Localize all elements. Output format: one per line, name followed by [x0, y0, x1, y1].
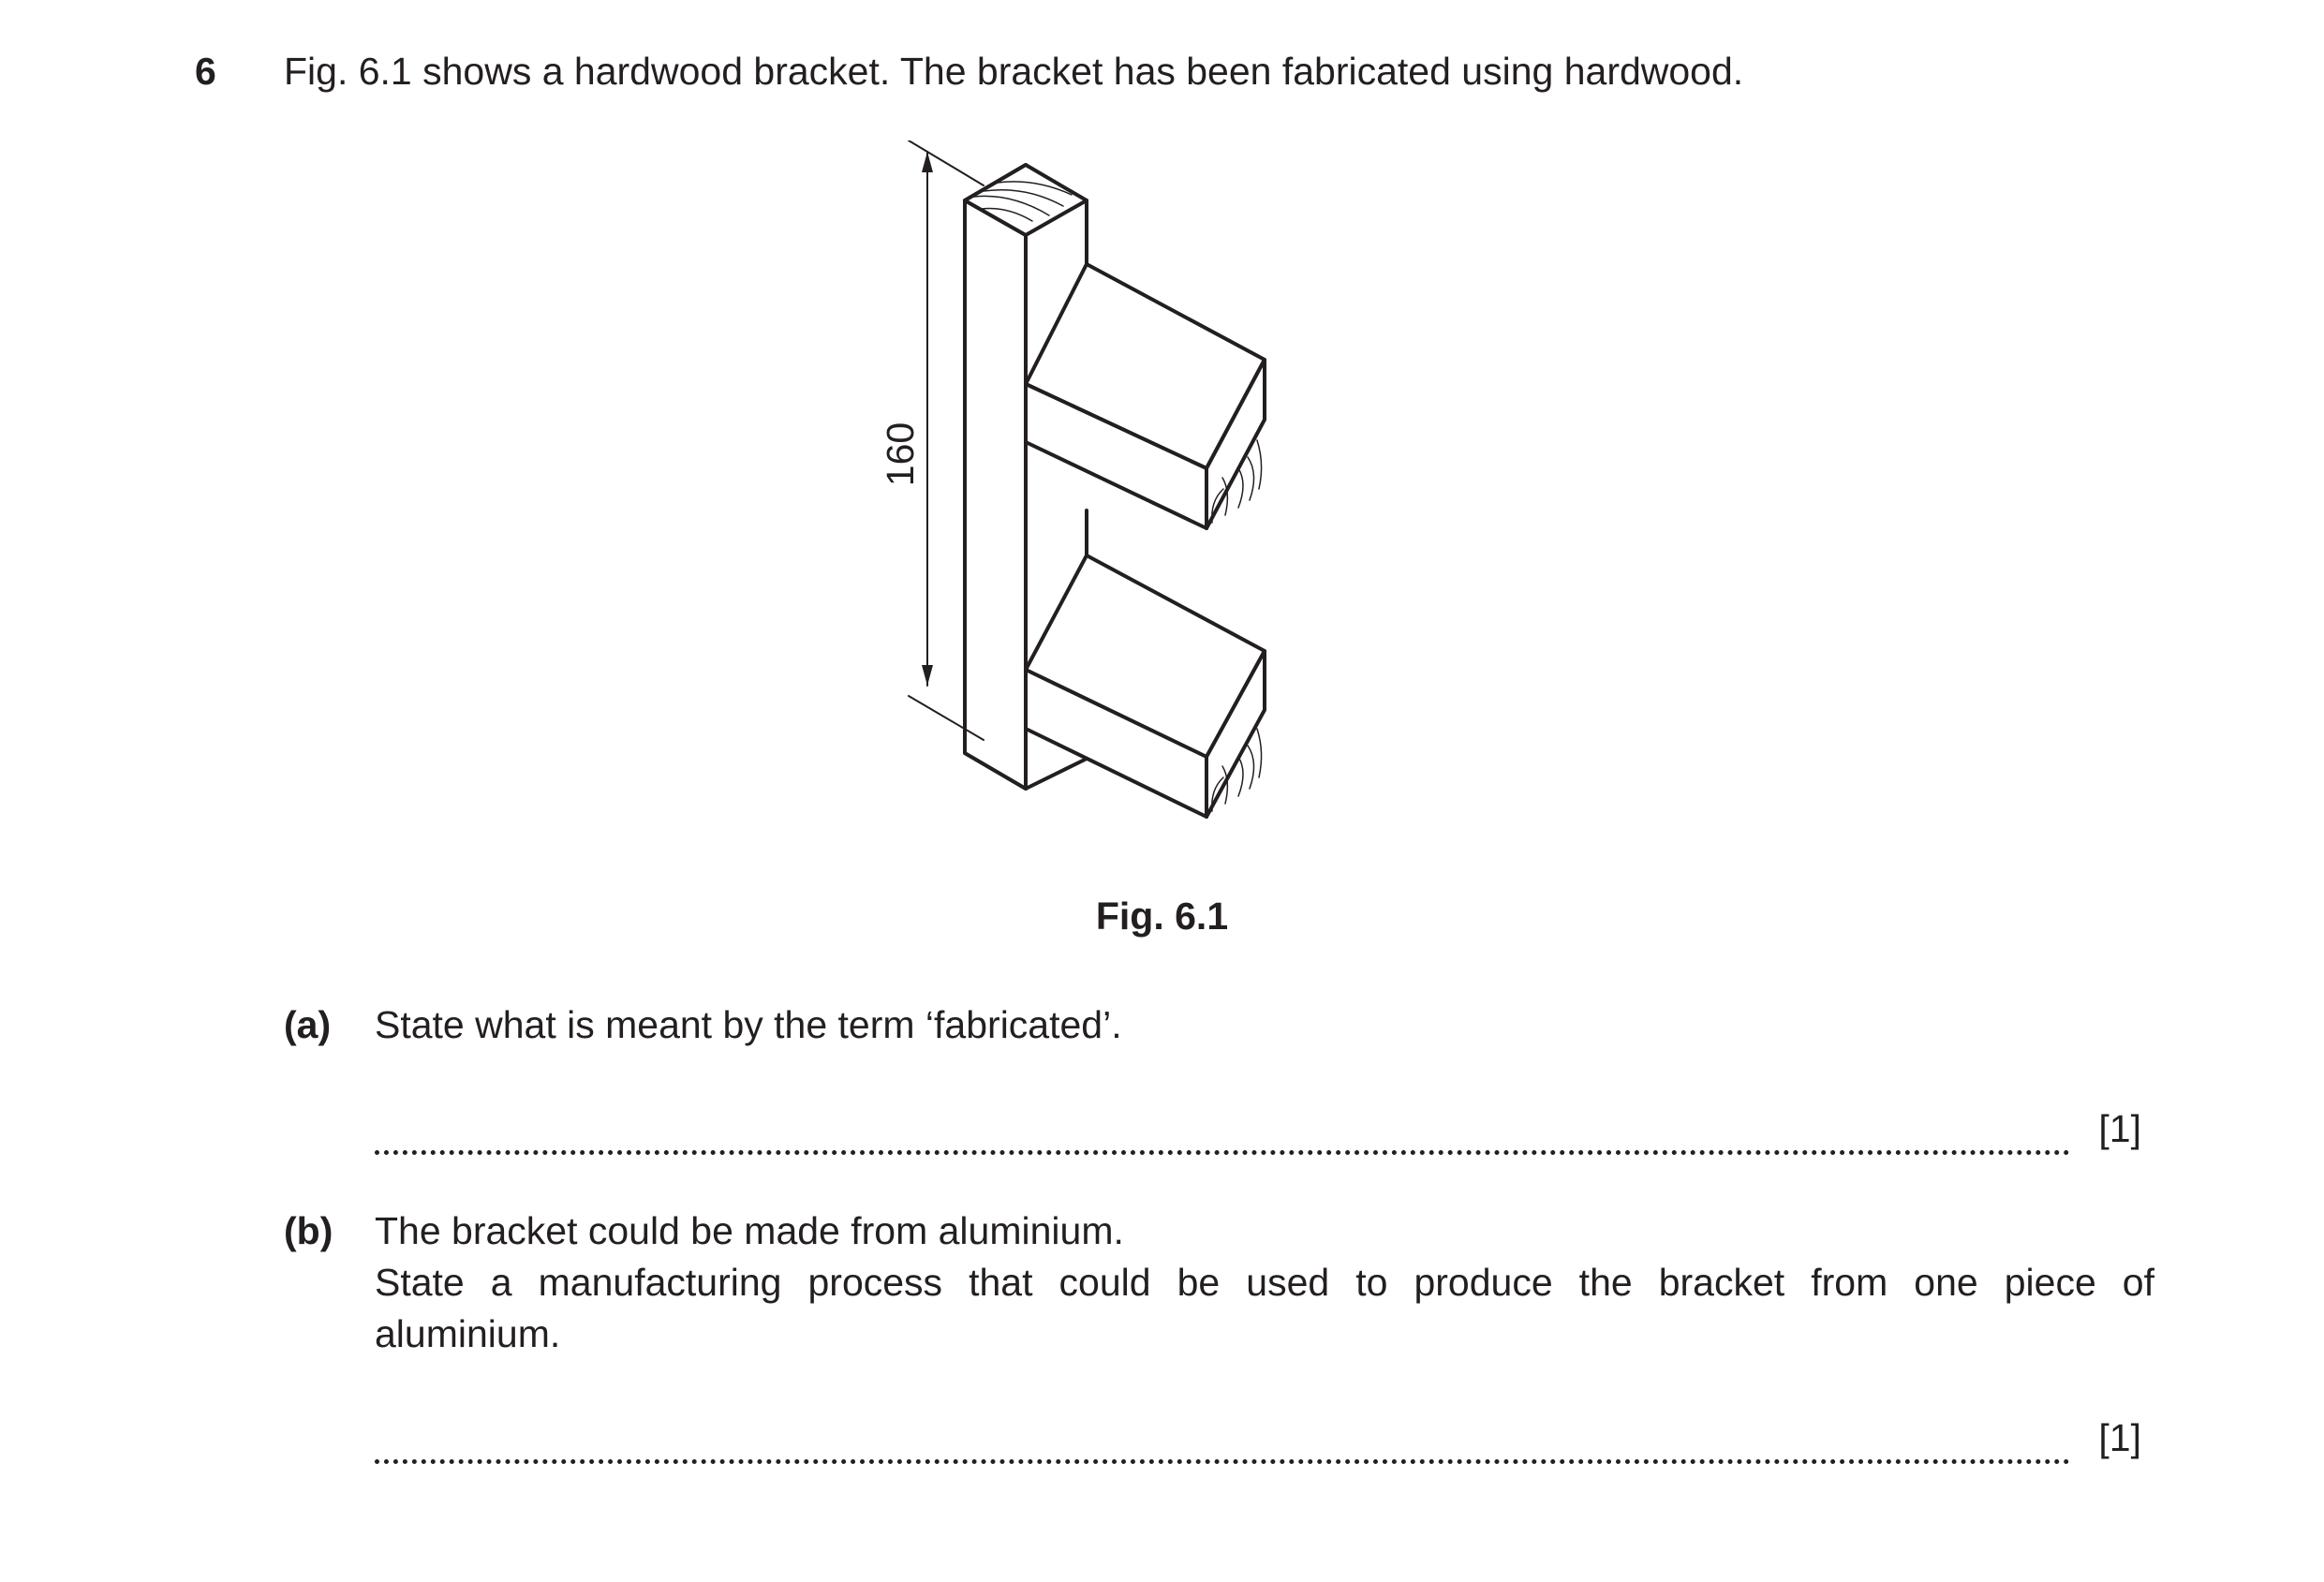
part-a-label: (a) [284, 1003, 332, 1046]
part-b-line-1: The bracket could be made from aluminium. [375, 1209, 1124, 1252]
question-number: 6 [195, 50, 216, 93]
lower-shelf [1026, 555, 1265, 817]
dimension-label: 160 [879, 421, 922, 487]
dimension-arrow-bottom [922, 665, 933, 686]
part-b-marks: [1] [2098, 1416, 2141, 1459]
part-a-marks: [1] [2098, 1107, 2141, 1150]
part-a-answer-line[interactable] [375, 1113, 2070, 1155]
question-intro: Fig. 6.1 shows a hardwood bracket. The bracket has been fabricated using hardwood. [284, 50, 1744, 93]
part-b-line-2: State a manufacturing process that could be used to produce the bracket from one piece of [375, 1261, 2154, 1304]
bracket-figure [871, 140, 1489, 834]
part-b-answer-line[interactable] [375, 1422, 2070, 1464]
upper-shelf [1026, 264, 1265, 528]
part-b-line-3: aluminium. [375, 1312, 561, 1355]
figure-caption: Fig. 6.1 [1095, 894, 1229, 938]
part-a-text: State what is meant by the term ‘fabricated’. [375, 1003, 1122, 1046]
part-b-label: (b) [284, 1209, 333, 1252]
